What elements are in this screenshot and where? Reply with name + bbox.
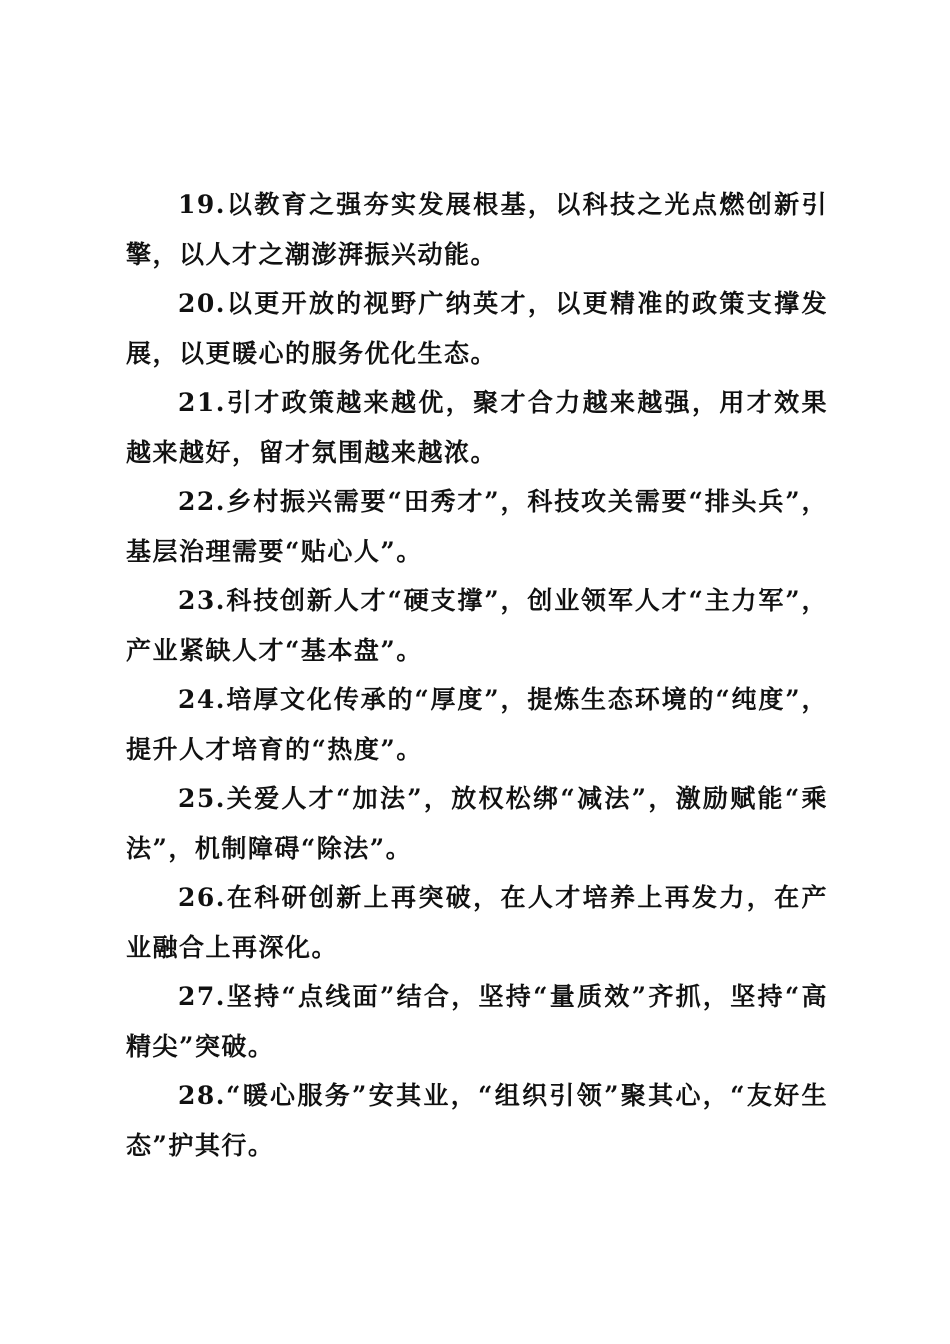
- paragraph-19: 19.以教育之强夯实发展根基，以科技之光点燃创新引擎，以人才之潮澎湃振兴动能。: [126, 190, 828, 269]
- paragraph-28: 28.“暖心服务”安其业，“组织引领”聚其心，“友好生态”护其行。: [126, 1081, 828, 1160]
- paragraph-20: 20.以更开放的视野广纳英才，以更精准的政策支撑发展，以更暖心的服务优化生态。: [126, 289, 828, 368]
- paragraph-26: 26.在科研创新上再突破，在人才培养上再发力，在产业融合上再深化。: [126, 883, 828, 962]
- paragraph-25: 25.关爱人才“加法”，放权松绑“减法”，激励赋能“乘法”，机制障碍“除法”。: [126, 784, 828, 863]
- document-body: [126, 180, 828, 1170]
- paragraph-22: 22.乡村振兴需要“田秀才”，科技攻关需要“排头兵”，基层治理需要“贴心人”。: [126, 487, 828, 566]
- paragraph-21: 21.引才政策越来越优，聚才合力越来越强，用才效果越来越好，留才氛围越来越浓。: [126, 388, 828, 467]
- paragraph-24: 24.培厚文化传承的“厚度”，提炼生态环境的“纯度”，提升人才培育的“热度”。: [126, 685, 828, 764]
- paragraph-27: 27.坚持“点线面”结合，坚持“量质效”齐抓，坚持“高精尖”突破。: [126, 982, 828, 1061]
- paragraph-23: 23.科技创新人才“硬支撑”，创业领军人才“主力军”，产业紧缺人才“基本盘”。: [126, 586, 828, 665]
